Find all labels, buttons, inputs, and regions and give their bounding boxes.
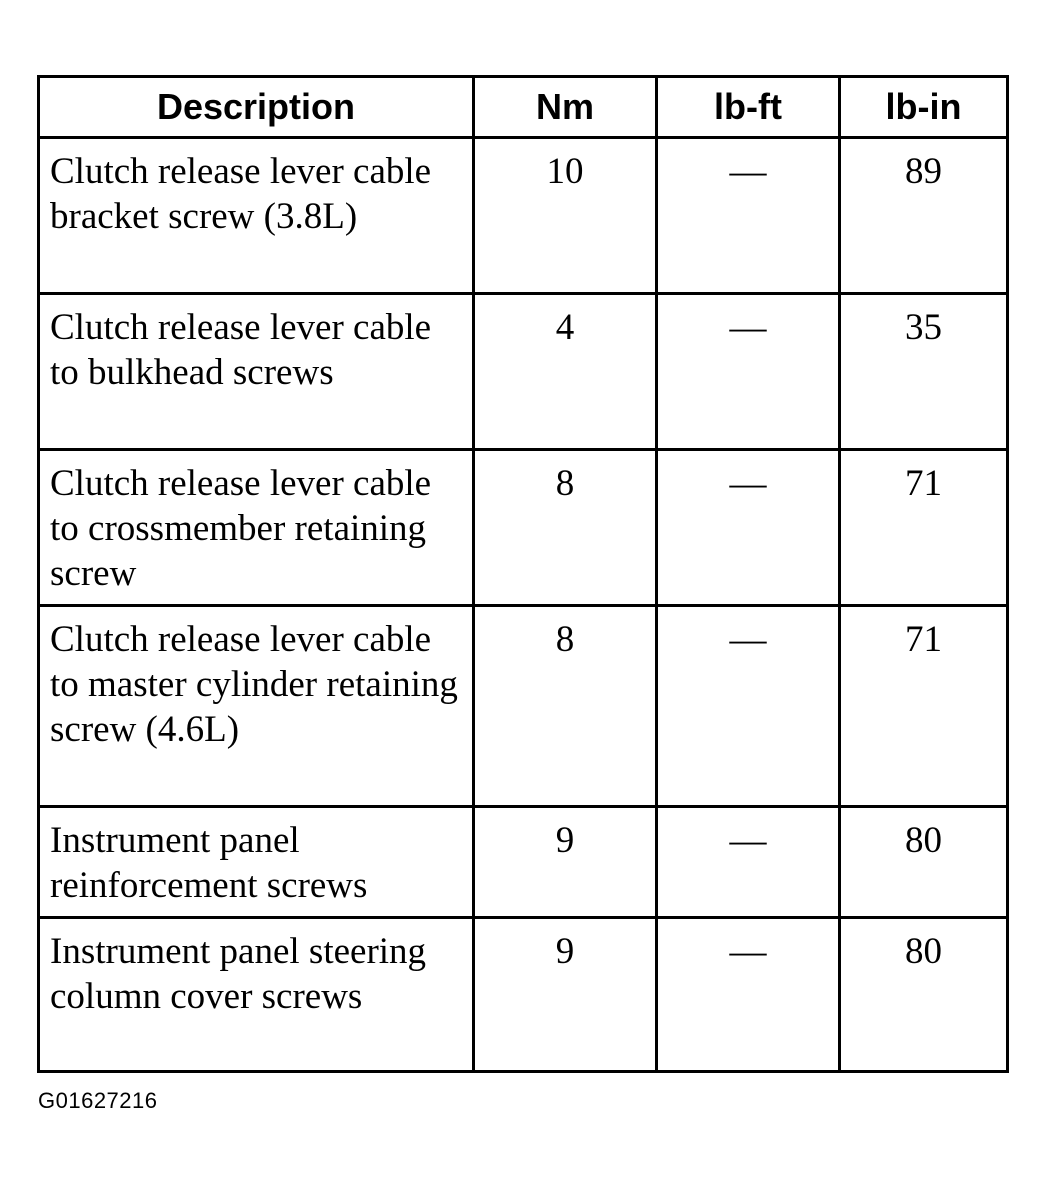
description-cell: Clutch release lever cable to master cylinder retaining screw (4.6L) bbox=[39, 606, 474, 807]
table-row bbox=[39, 450, 1008, 606]
lb-in-cell: 80 bbox=[840, 918, 1008, 1072]
lb-ft-cell: — bbox=[657, 450, 840, 606]
lb-in-cell: 35 bbox=[840, 294, 1008, 450]
lb-ft-cell: — bbox=[657, 138, 840, 294]
table-header-row bbox=[39, 77, 1008, 138]
lb-ft-cell: — bbox=[657, 294, 840, 450]
lb-ft-cell: — bbox=[657, 807, 840, 918]
description-cell: Clutch release lever cable bracket screw (3.8L) bbox=[39, 138, 474, 294]
header-description: Description bbox=[39, 77, 474, 138]
header-lb-in: lb-in bbox=[840, 77, 1008, 138]
nm-cell: 4 bbox=[474, 294, 657, 450]
nm-cell: 8 bbox=[474, 450, 657, 606]
lb-in-cell: 71 bbox=[840, 450, 1008, 606]
nm-cell: 10 bbox=[474, 138, 657, 294]
lb-in-cell: 89 bbox=[840, 138, 1008, 294]
lb-ft-cell: — bbox=[657, 918, 840, 1072]
table-row bbox=[39, 807, 1008, 918]
description-cell: Instrument panel reinforcement screws bbox=[39, 807, 474, 918]
header-lb-ft: lb-ft bbox=[657, 77, 840, 138]
nm-cell: 9 bbox=[474, 918, 657, 1072]
table-row bbox=[39, 138, 1008, 294]
lb-in-cell: 71 bbox=[840, 606, 1008, 807]
header-nm: Nm bbox=[474, 77, 657, 138]
description-cell: Clutch release lever cable to crossmember retaining screw bbox=[39, 450, 474, 606]
nm-cell: 8 bbox=[474, 606, 657, 807]
table-row bbox=[39, 606, 1008, 807]
description-cell: Clutch release lever cable to bulkhead screws bbox=[39, 294, 474, 450]
description-cell: Instrument panel steering column cover screws bbox=[39, 918, 474, 1072]
table-row bbox=[39, 294, 1008, 450]
lb-in-cell: 80 bbox=[840, 807, 1008, 918]
torque-spec-table bbox=[37, 75, 1009, 1073]
lb-ft-cell: — bbox=[657, 606, 840, 807]
nm-cell: 9 bbox=[474, 807, 657, 918]
figure-id: G01627216 bbox=[38, 1088, 158, 1113]
table-row bbox=[39, 918, 1008, 1072]
